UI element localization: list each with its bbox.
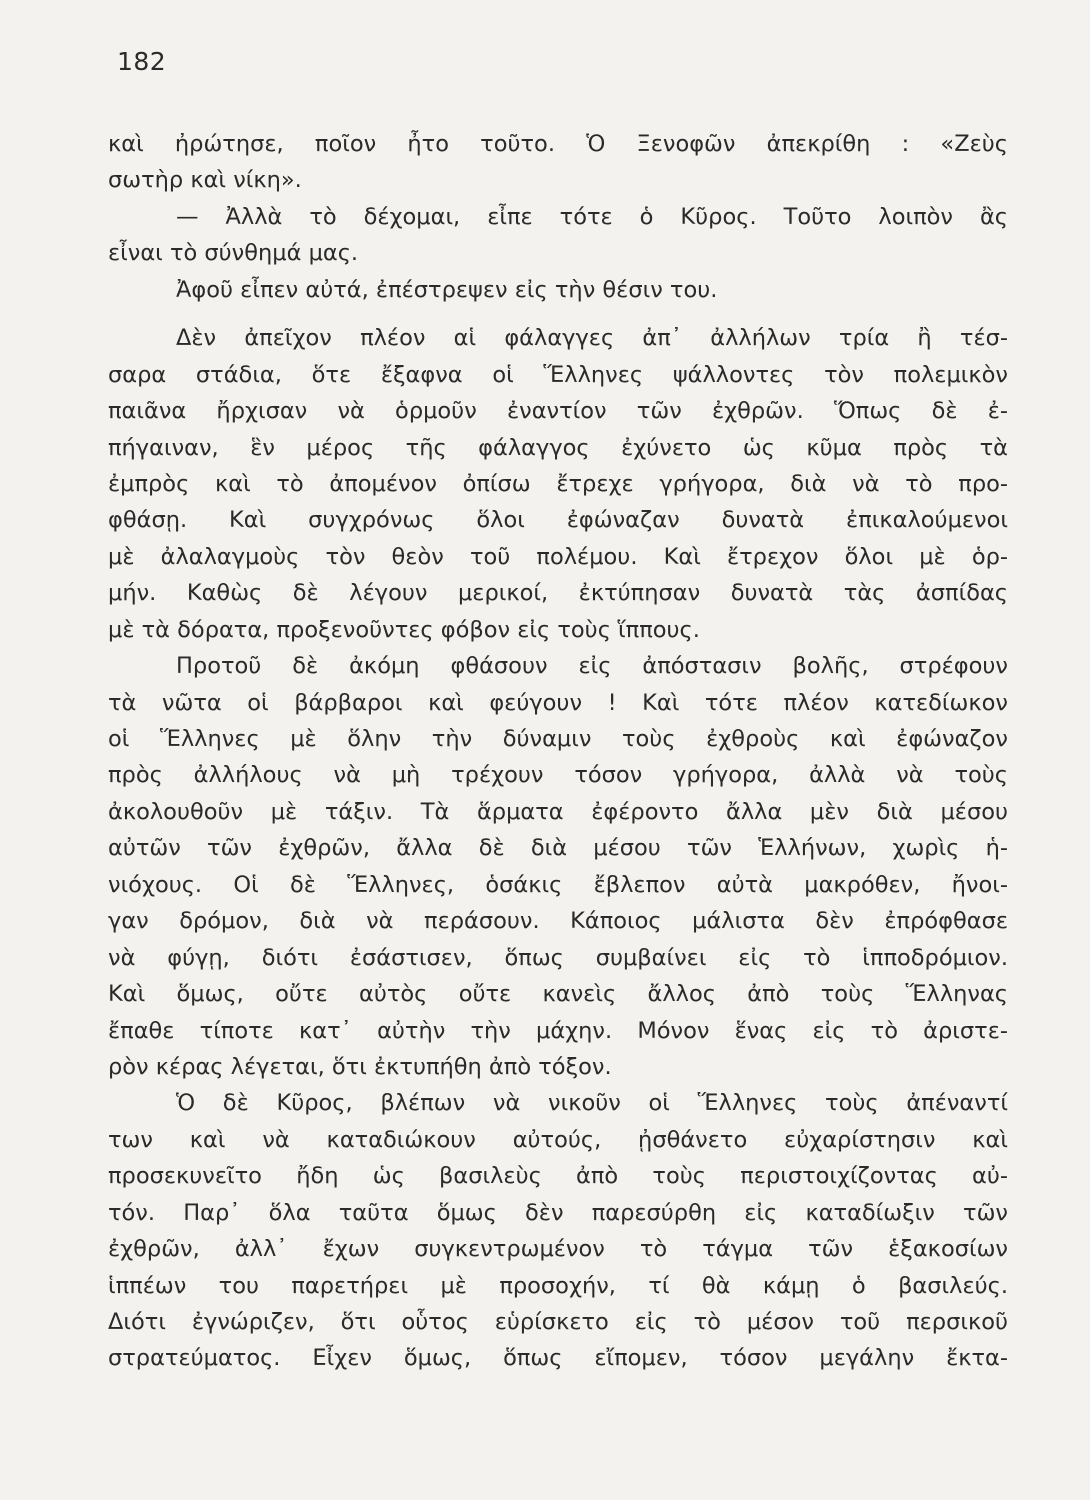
text-line: γαν δρόμον, διὰ νὰ περάσουν. Κάποιος μάλιστα δὲν ἐπρόφθασε [108,908,1008,935]
text-line: ἱππέων του παρετήρει μὲ προσοχήν, τί θὰ κάμῃ ὁ βασιλεύς. [108,1272,1008,1299]
text-line: μὲ ἀλαλαγμοὺς τὸν θεὸν τοῦ πολέμου. Καὶ ἔτρεχον ὅλοι μὲ ὁρ- [108,543,1008,570]
text-line: των καὶ νὰ καταδιώκουν αὐτούς, ᾐσθάνετο εὐχαρίστησιν καὶ [108,1126,1008,1153]
text-line: παιᾶνα ἤρχισαν νὰ ὁρμοῦν ἐναντίον τῶν ἐχθρῶν. Ὅπως δὲ ἐ- [108,398,1008,425]
text-line: πρὸς ἀλλήλους νὰ μὴ τρέχουν τόσον γρήγορα, ἀλλὰ νὰ τοὺς [108,762,1008,789]
text-line: ἔπαθε τίποτε κατ᾽ αὐτὴν τὴν μάχην. Μόνον ἕνας εἰς τὸ ἀριστε- [108,1017,1008,1044]
text-line: τόν. Παρ᾽ ὅλα ταῦτα ὅμως δὲν παρεσύρθη εἰς καταδίωξιν τῶν [108,1199,1008,1226]
text-line: νιόχους. Οἱ δὲ Ἕλληνες, ὁσάκις ἔβλεπον αὐτὰ μακρόθεν, ἤνοι- [108,871,1008,898]
text-line: ἐχθρῶν, ἀλλ᾽ ἔχων συγκεντρωμένον τὸ τάγμα τῶν ἑξακοσίων [108,1236,1008,1263]
text-line: καὶ ἠρώτησε, ποῖον ἦτο τοῦτο. Ὁ Ξενοφῶν ἀπεκρίθη : «Ζεὺς [108,131,1008,157]
text-line: Ὁ δὲ Κῦρος, βλέπων νὰ νικοῦν οἱ Ἕλληνες τοὺς ἀπέναντί [176,1090,1008,1117]
text-line: ρὸν κέρας λέγεται, ὅτι ἐκτυπήθη ἀπὸ τόξον. [108,1053,612,1080]
text-line: — Ἀλλὰ τὸ δέχομαι, εἶπε τότε ὁ Κῦρος. Τοῦτο λοιπὸν ἂς [176,203,1008,230]
text-line: ἀκολουθοῦν μὲ τάξιν. Τὰ ἅρματα ἐφέροντο ἄλλα μὲν διὰ μέσου [108,798,1008,825]
text-line: Διότι ἐγνώριζεν, ὅτι οὗτος εὑρίσκετο εἰς τὸ μέσον τοῦ περσικοῦ [108,1309,1008,1335]
text-line: αὐτῶν τῶν ἐχθρῶν, ἄλλα δὲ διὰ μέσου τῶν Ἑλλήνων, χωρὶς ἡ- [108,835,1008,862]
text-line: Δὲν ἀπεῖχον πλέον αἱ φάλαγγες ἀπ᾽ ἀλλήλων τρία ἢ τέσ- [176,325,1008,352]
text-line: σωτὴρ καὶ νίκη». [108,167,302,194]
text-line: Καὶ ὅμως, οὔτε αὐτὸς οὔτε κανεὶς ἄλλος ἀπὸ τοὺς Ἕλληνας [108,981,1008,1008]
text-line: νὰ φύγῃ, διότι ἐσάστισεν, ὅπως συμβαίνει εἰς τὸ ἱπποδρόμιον. [108,944,1008,971]
text-line: φθάσῃ. Καὶ συγχρόνως ὅλοι ἐφώναζαν δυνατὰ ἐπικαλούμενοι [108,507,1008,534]
text-line: οἱ Ἕλληνες μὲ ὅλην τὴν δύναμιν τοὺς ἐχθροὺς καὶ ἐφώναζον [108,726,1008,752]
body-text [108,126,1008,1377]
text-line: μὲ τὰ δόρατα, προξενοῦντες φόβον εἰς τοὺς ἵππους. [108,616,700,643]
text-line: στρατεύματος. Εἶχεν ὅμως, ὅπως εἴπομεν, τόσον μεγάλην ἔκτα- [108,1345,1008,1372]
text-line: μήν. Καθὼς δὲ λέγουν μερικοί, ἐκτύπησαν δυνατὰ τὰς ἀσπίδας [108,580,1008,607]
text-line: Ἀφοῦ εἶπεν αὐτά, ἐπέστρεψεν εἰς τὴν θέσιν του. [176,276,718,303]
text-line: Προτοῦ δὲ ἀκόμη φθάσουν εἰς ἀπόστασιν βολῆς, στρέφουν [176,653,1008,680]
text-line: προσεκυνεῖτο ἤδη ὡς βασιλεὺς ἀπὸ τοὺς περιστοιχίζοντας αὐ- [108,1163,1008,1190]
text-line: ἐμπρὸς καὶ τὸ ἀπομένον ὀπίσω ἔτρεχε γρήγορα, διὰ νὰ τὸ προ- [108,470,1008,497]
text-line: εἶναι τὸ σύνθημά μας. [108,240,359,267]
text-line: σαρα στάδια, ὅτε ἔξαφνα οἱ Ἕλληνες ψάλλοντες τὸν πολεμικὸν [108,361,1008,388]
text-line: πήγαιναν, ἓν μέρος τῆς φάλαγγος ἐχύνετο ὡς κῦμα πρὸς τὰ [108,434,1008,461]
page-number: 182 [117,47,167,76]
text-line: τὰ νῶτα οἱ βάρβαροι καὶ φεύγουν ! Καὶ τότε πλέον κατεδίωκον [108,689,1008,716]
